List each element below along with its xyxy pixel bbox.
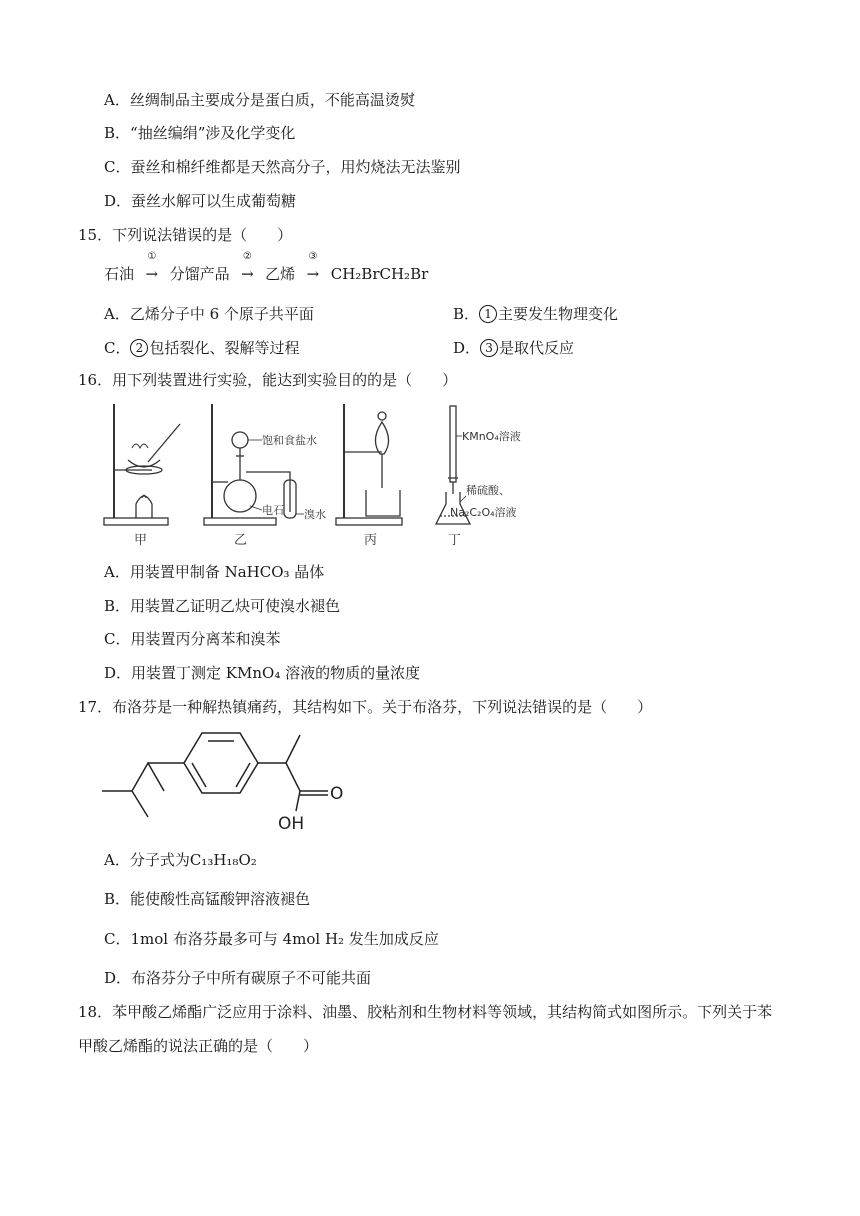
apparatus-figure: [100, 400, 560, 552]
q17-option-b: B．能使酸性高锰酸钾溶液褪色: [104, 890, 311, 908]
q15-option-d: [453, 338, 574, 358]
label-bromine-water: 溴水: [304, 508, 326, 521]
ibuprofen-structure: [100, 725, 360, 837]
option-text: 是取代反应: [499, 339, 575, 357]
circled-number: 2: [130, 339, 148, 357]
label-carbide: 电石: [262, 504, 284, 517]
arrow-1: ① →: [139, 264, 165, 284]
label-acid-1: 稀硫酸、: [466, 484, 510, 497]
circled-number: 1: [479, 305, 497, 323]
atom-o: O: [330, 784, 344, 804]
q15-reaction-chain: [104, 251, 429, 284]
chain-product: CH₂BrCH₂Br: [330, 265, 429, 283]
apparatus-bing: [336, 404, 402, 525]
chain-ethylene: 乙烯: [265, 265, 296, 283]
q16-option-a: A．用装置甲制备 NaHCO₃ 晶体: [104, 563, 325, 581]
q14-option-b: B．“抽丝编绢”涉及化学变化: [104, 124, 296, 142]
option-text: 包括裂化、裂解等过程: [149, 339, 300, 357]
q14-option-c: C．蚕丝和棉纤维都是天然高分子，用灼烧法无法鉴别: [104, 158, 461, 176]
q18-stem-line-2: 甲酸乙烯酯的说法正确的是（ ）: [78, 1037, 319, 1055]
label-acid-2: Na₂C₂O₄溶液: [450, 506, 517, 519]
q16-stem: 16．用下列装置进行实验，能达到实验目的的是（ ）: [78, 371, 458, 389]
q18-stem-line-1: 18．苯甲酸乙烯酯广泛应用于涂料、油墨、胶粘剂和生物材料等领域，其结构简式如图所示。下列关于苯: [78, 1003, 773, 1021]
option-letter: D．: [453, 339, 481, 357]
q16-option-d: D．用装置丁测定 KMnO₄ 溶液的物质的量浓度: [104, 664, 421, 682]
q15-option-c: [104, 338, 300, 358]
chain-fraction: 分馏产品: [169, 265, 230, 283]
arrow-3-label: ③: [308, 251, 318, 262]
label-ding: 丁: [448, 533, 462, 548]
arrow-1-label: ①: [147, 251, 157, 262]
label-kmno4: KMnO₄溶液: [462, 430, 521, 443]
q17-option-d: D．布洛芬分子中所有碳原子不可能共面: [104, 969, 372, 987]
label-yi: 乙: [234, 533, 248, 548]
arrow-3: ③ →: [300, 264, 326, 284]
q15-option-b: [453, 304, 618, 324]
q14-option-d: D．蚕丝水解可以生成葡萄糖: [104, 192, 297, 210]
q15-option-a: A．乙烯分子中 6 个原子共平面: [104, 305, 314, 323]
q17-stem: 17．布洛芬是一种解热镇痛药，其结构如下。关于布洛芬，下列说法错误的是（ ）: [78, 698, 653, 716]
apparatus-yi: [204, 404, 304, 525]
label-jia: 甲: [134, 533, 148, 548]
arrow-2-label: ②: [242, 251, 252, 262]
option-letter: B．: [453, 305, 480, 323]
arrow-2: ② →: [234, 264, 260, 284]
label-brine: 饱和食盐水: [262, 434, 317, 447]
option-text: 主要发生物理变化: [498, 305, 619, 323]
apparatus-jia: [104, 404, 180, 525]
q17-option-a: A．分子式为C₁₃H₁₈O₂: [104, 851, 257, 869]
q15-stem: 15．下列说法错误的是（ ）: [78, 226, 293, 244]
atom-oh: OH: [278, 814, 305, 834]
chain-petroleum: 石油: [104, 265, 135, 283]
circled-number: 3: [480, 339, 498, 357]
q16-option-b: B．用装置乙证明乙炔可使溴水褪色: [104, 597, 341, 615]
q14-option-a: A．丝绸制品主要成分是蛋白质，不能高温烫熨: [104, 91, 415, 109]
q16-option-c: C．用装置丙分离苯和溴苯: [104, 630, 281, 648]
option-letter: C．: [104, 339, 131, 357]
label-bing: 丙: [364, 533, 378, 548]
q17-option-c: C．1mol 布洛芬最多可与 4mol H₂ 发生加成反应: [104, 930, 439, 948]
